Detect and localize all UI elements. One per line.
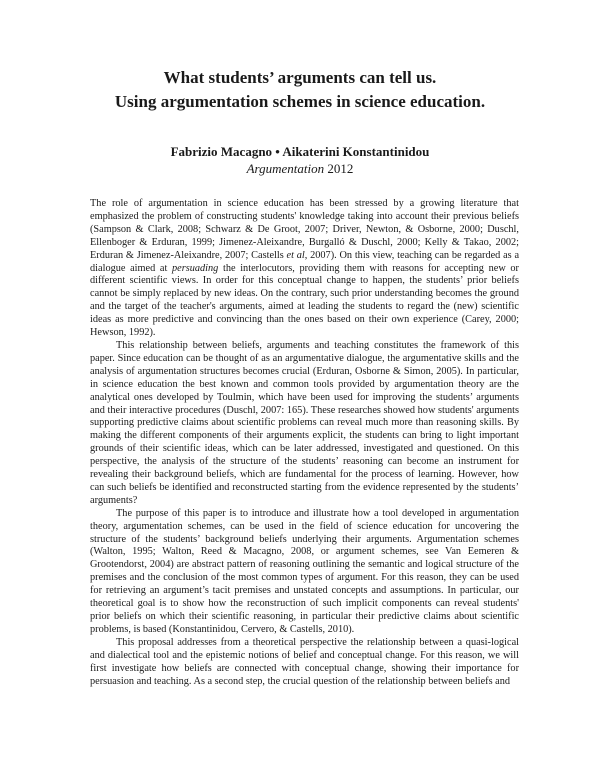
paragraph-1-part-a: The role of argumentation in science education has been stressed by a growing literature that emphasized the problem of constructing students' knowledge taking into account their previous beliefs (Sampson & Clark, 2008; Schwarz & De Groot, 2007; Driver, Newton, & Osborne, 2000; Duschl, Ellenboger & Erduran, 1999; Jimenez-Aleixandre, Burgalló & Duschl, 2000; Kelly & Takao, 2002; Erduran & Jimenez-Aleixandre, 2007; Castells: [90, 198, 519, 261]
title-line-2: Using argumentation schemes in science education.: [114, 92, 486, 111]
paragraph-4: This proposal addresses from a theoretical perspective the relationship between a quasi-logical and dialectical tool and the epistemic notions of belief and conceptual change. For this reason, we will first investigate how beliefs are connected with conceptual change, showing their importance for persuasion and teaching. As a second step, the crucial question of the relationship between beliefs and: [90, 636, 519, 687]
title-line-1: What students’ arguments can tell us.: [163, 68, 437, 87]
et-al-italic: et al: [286, 249, 305, 261]
paragraph-3: The purpose of this paper is to introduce and illustrate how a tool developed in argumentation theory, argumentation schemes, can be used in the field of science education for uncovering the structure of the students’ background beliefs underlying their arguments. Argumentation schemes (Walton, 1995; Walton, Reed & Macagno, 2008, or argument schemes, see Van Eemeren & Grootendorst, 2004) are abstract pattern of reasoning outlining the semantic and logical structure of the premises and the conclusion of the most common types of argument. For this reason, they can be used for retrieving an argument’s tacit premises and unstated concepts and assumptions. In particular, our theoretical goal is to show how the reconstruction of such implicit components can reveal students' prior beliefs on which their scientific reasoning, in particular their predictive claims about scientific problems, is based (Konstantinidou, Cervero, & Castells, 2010).: [90, 507, 519, 635]
persuading-italic: persuading: [171, 262, 219, 274]
journal-citation: [0, 160, 600, 177]
journal-name: Argumentation: [246, 161, 325, 176]
paragraph-2: This relationship between beliefs, arguments and teaching constitutes the framework of this paper. Since education can be thought of as an argumentative dialogue, the argumentative skills and the analysis of argumentation structures becomes crucial (Erduran, Osborne & Simon, 2005). In particular, in science education the best known and common tools provided by argumentation theory are the analytical ones developed by Toulmin, which have been used for improving the students’ arguments and their interactive procedures (Duschl, 2007: 165). These researches showed how students' arguments supporting predictive claims about scientific problems can reveal much more than reasoning skills. By making the different components of their arguments explicit, the students can bring to light important grounds of their scientific ideas, which can be later addressed, investigated and questioned. On this perspective, the analysis of the structure of the students’ reasoning can become an instrument for revealing their background beliefs, which are fundamental for the process of learning. However, how can such beliefs be identified and reconstructed starting from the evidence represented by the students’ arguments?: [90, 339, 519, 506]
paragraph-1-part-b: , 2007). On this view, teaching can be regarded as a dialogue aimed at: [90, 249, 520, 274]
paragraph-1: [90, 198, 519, 340]
author-list: Fabrizio Macagno • Aikaterini Konstantinidou: [170, 144, 430, 159]
paragraph-1-part-c: the interlocutors, providing them with reasons for accepting new or different scientific views. In order for this conceptual change to happen, the students’ prior beliefs cannot be simply replaced by new ideas. On the contrary, such prior understanding becomes the ground and the target of the teacher's arguments, aimed at leading the students to regard the (new) scientific ideas as more predictive and convincing than the ones based on their own experience (Carey, 2000; Hewson, 1992).: [90, 262, 519, 339]
paper-title: [0, 66, 600, 114]
body-text: [90, 198, 519, 688]
journal-year: 2012: [327, 161, 354, 176]
